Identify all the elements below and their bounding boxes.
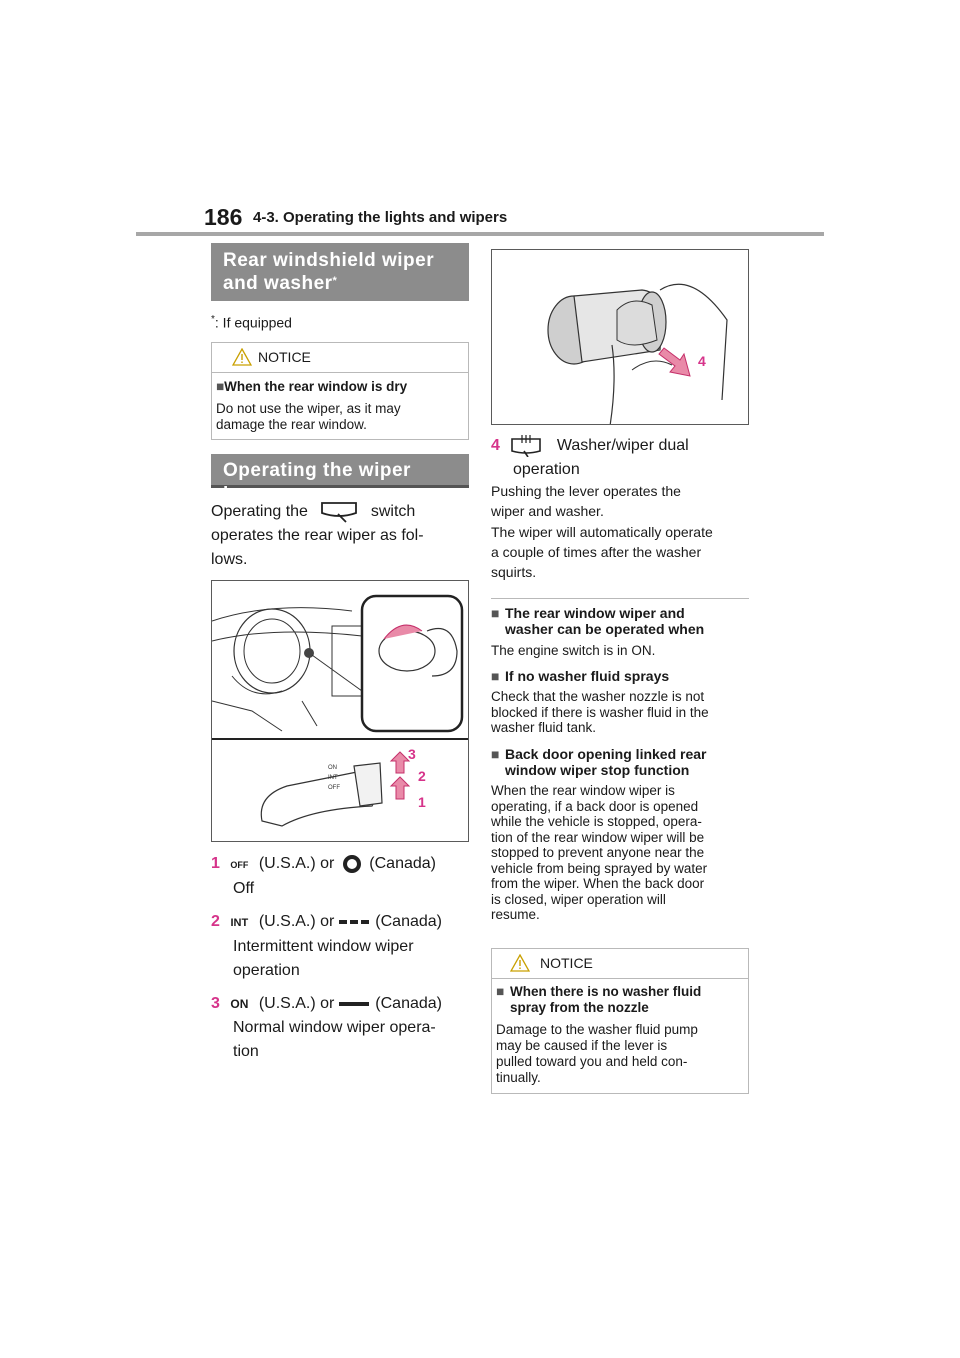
dashboard-drawing [212, 581, 469, 842]
section-heading-line1: Rear windshield wiper [223, 250, 435, 271]
item-title: Washer/wiper dual [556, 437, 689, 454]
footnote-mark: * [211, 314, 215, 325]
bullet-icon: ■ [491, 668, 500, 684]
item-desc: tion [233, 1043, 259, 1060]
item-title: operation [513, 461, 580, 478]
item-ca-text: (Canada) [369, 855, 436, 872]
item-number: 1 [211, 855, 220, 872]
header-rule [136, 232, 824, 236]
notice-body [216, 401, 401, 433]
lever-label-off: OFF [328, 785, 340, 791]
note-title: window wiper stop function [505, 762, 690, 778]
notice-title [496, 984, 701, 1016]
off-circle-icon [339, 855, 365, 873]
paragraph-line: Pushing the lever operates the [491, 483, 681, 499]
notes-divider [491, 598, 749, 599]
paragraph-line: a couple of times after the washer [491, 544, 702, 560]
note-title: Back door opening linked rear [505, 746, 707, 762]
item-4-paragraph-1 [491, 481, 753, 521]
notice-body-line: tinually. [496, 1070, 541, 1085]
lever-push-drawing [492, 250, 749, 425]
note-body-line: Check that the washer nozzle is not [491, 689, 705, 704]
notice-body [496, 1022, 698, 1086]
intro-text: switch [370, 503, 416, 520]
note-body: The engine switch is in ON. [491, 643, 656, 658]
note-body-line: stopped to prevent anyone near the [491, 845, 705, 860]
bullet-icon: ■ [496, 984, 505, 999]
notice-label: NOTICE [540, 955, 593, 971]
washer-wiper-icon [506, 435, 546, 457]
notice-body-line: Damage to the washer fluid pump [496, 1022, 698, 1037]
item-desc: operation [233, 962, 300, 979]
bullet-icon: ■ [491, 605, 500, 621]
note-body-line: vehicle from being sprayed by water [491, 860, 708, 876]
footnote-text: : If equipped [214, 314, 292, 331]
note-body-line: blocked if there is washer fluid in the [491, 704, 709, 720]
note-body-line: When the rear window wiper is [491, 783, 675, 798]
item-ca-text: (Canada) [375, 913, 442, 930]
item-3 [211, 992, 473, 1064]
note-title: If no washer fluid sprays [505, 668, 670, 684]
intro-paragraph [211, 500, 471, 572]
item-2 [211, 910, 473, 983]
note-body-line: washer fluid tank. [491, 720, 597, 735]
callout-2: 2 [418, 768, 426, 784]
notice-body-line: Do not use the wiper, as it may [216, 401, 401, 416]
item-us-text: (U.S.A.) or [258, 913, 335, 930]
paragraph-line: wiper and washer. [491, 503, 604, 519]
item-4-paragraph-2 [491, 522, 753, 582]
item-number: 2 [211, 913, 220, 930]
notice-title-text: When there is no washer fluid [510, 984, 702, 999]
chapter-title: 4-3. Operating the lights and wipers [253, 209, 508, 226]
section-heading-line2: and washer [223, 273, 333, 294]
item-number: 4 [491, 437, 500, 454]
item-desc: Normal window wiper opera- [233, 1019, 436, 1036]
item-number: 3 [211, 995, 220, 1012]
notice-title [216, 379, 407, 395]
note-no-fluid [491, 668, 753, 736]
notice-box-dry-window [211, 342, 469, 440]
item-us-text: (U.S.A.) or [258, 995, 335, 1012]
note-body-line: from the wiper. When the back door [491, 876, 705, 891]
footnote [211, 314, 292, 331]
notice-box-no-fluid [491, 948, 749, 1094]
rear-wiper-switch-icon [316, 501, 362, 523]
paragraph-line: squirts. [491, 564, 537, 580]
note-back-door [491, 746, 753, 923]
item-4 [491, 434, 753, 482]
intermittent-dashes-icon [339, 917, 371, 927]
note-body-line: while the vehicle is stopped, opera- [491, 814, 702, 829]
notice-label: NOTICE [258, 349, 311, 365]
bullet-icon: ■ [216, 379, 225, 394]
item-desc: Off [233, 880, 255, 897]
intro-text: lows. [211, 551, 248, 568]
int-symbol-icon: INT [230, 917, 249, 929]
notice-body-line: pulled toward you and held con- [496, 1054, 688, 1069]
bullet-icon: ■ [491, 746, 500, 762]
note-title: The rear window wiper and [505, 605, 685, 621]
callout-3: 3 [408, 746, 416, 762]
on-symbol-icon: ON [230, 997, 249, 1011]
off-symbol-icon: OFF [230, 860, 249, 870]
item-desc: Intermittent window wiper [233, 938, 414, 955]
callout-4: 4 [698, 353, 706, 369]
intro-text: Operating the [211, 503, 308, 520]
lever-label-on: ON [328, 765, 337, 771]
section-heading-rear-wiper [211, 243, 469, 301]
callout-1: 1 [418, 794, 426, 810]
wiper-lever-illustration [211, 580, 469, 842]
item-us-text: (U.S.A.) or [258, 855, 335, 872]
note-title: washer can be operated when [505, 621, 705, 637]
section-heading-wiper-lever: Operating the wiper lever [211, 454, 469, 488]
washer-lever-illustration [491, 249, 749, 425]
note-body-line: is closed, wiper operation will [491, 891, 666, 907]
note-body-line: resume. [491, 907, 540, 922]
notice-header [492, 949, 748, 979]
notice-title-text: spray from the nozzle [510, 1000, 649, 1015]
note-operation-condition [491, 605, 753, 659]
warning-triangle-icon [232, 348, 252, 366]
continuous-bar-icon [339, 999, 371, 1009]
note-body-line: tion of the rear window wiper will be [491, 829, 705, 845]
item-1 [211, 852, 473, 901]
notice-body-line: damage the rear window. [216, 417, 367, 432]
notice-body-line: may be caused if the lever is [496, 1038, 668, 1053]
lever-label-int: INT [328, 775, 338, 781]
item-ca-text: (Canada) [375, 995, 442, 1012]
paragraph-line: The wiper will automatically operate [491, 524, 713, 540]
notice-header [212, 343, 468, 373]
notice-title-text: When the rear window is dry [224, 379, 408, 394]
asterisk-mark: * [332, 275, 338, 287]
intro-text: operates the rear wiper as fol- [211, 527, 424, 544]
warning-triangle-icon [510, 954, 530, 972]
note-body-line: operating, if a back door is opened [491, 798, 699, 814]
page-number: 186 [204, 204, 243, 230]
